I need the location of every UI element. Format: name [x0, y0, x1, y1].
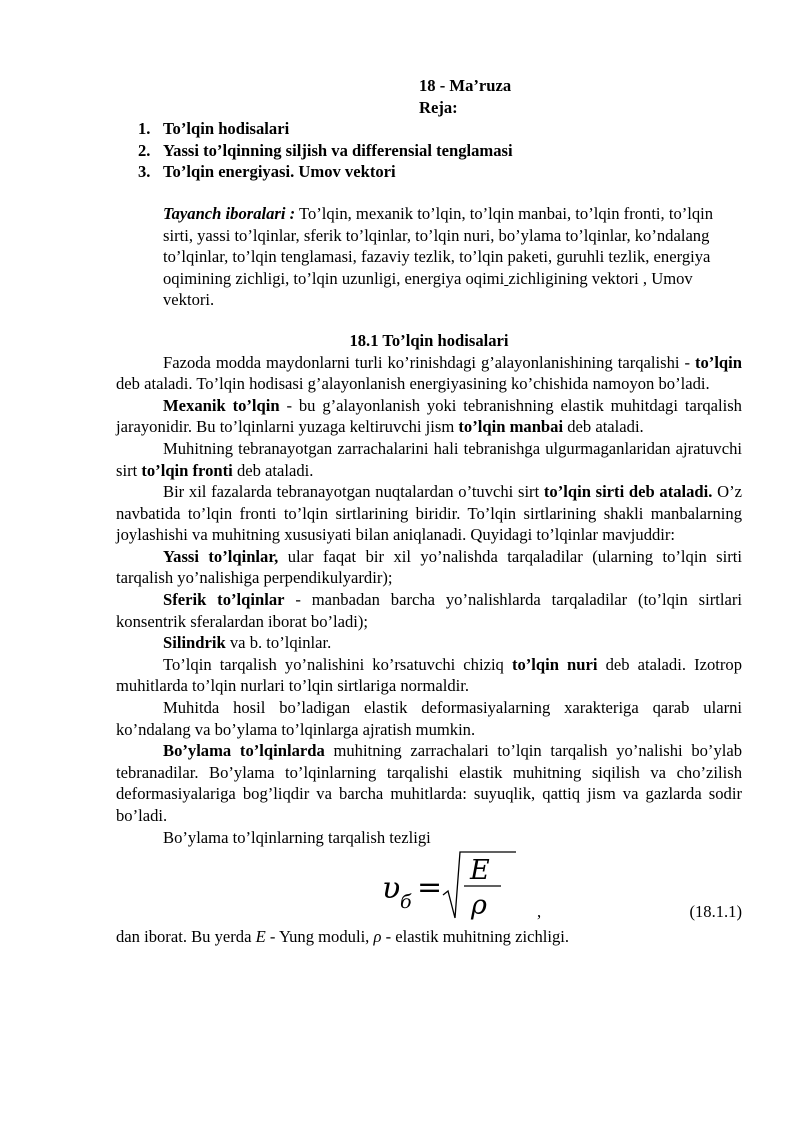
section-title: 18.1 To’lqin hodisalari — [349, 330, 509, 350]
formula-lhs: υ — [382, 871, 401, 907]
paragraph-wave-definition — [116, 352, 742, 395]
paragraph-cylindrical-waves — [116, 632, 742, 654]
plan-list — [116, 118, 742, 183]
paragraph-longitudinal-waves — [116, 740, 742, 826]
text: deb ataladi. To’lqin hodisasi g’alayonlanish energiyasining ko’chishida namoyon bo’ladi. — [116, 374, 710, 394]
plan-item-text: To’lqin energiyasi. Umov vektori — [163, 162, 396, 182]
paragraph-wave-front — [116, 438, 742, 481]
term-wave-front: to’lqin fronti — [141, 460, 233, 480]
paragraph-wave-surface — [116, 481, 742, 546]
paragraph-formula-explanation — [116, 926, 742, 948]
term-mechanical-wave: Mexanik to’lqin — [163, 395, 280, 415]
paragraph-speed-intro: Bo’ylama to’lqinlarning tarqalish tezligi — [163, 827, 431, 847]
paragraph-plane-waves — [116, 546, 742, 589]
symbol-E: E — [255, 927, 266, 947]
formula-numerator: E — [470, 855, 490, 887]
paragraph-spherical-waves — [116, 589, 742, 632]
plan-item — [116, 140, 742, 162]
lecture-title: 18 - Ma’ruza — [419, 76, 512, 95]
formula-row — [116, 848, 742, 926]
text: muhitning zarrachalari to’lqin tarqalish yo’nalishi bo’ylab tebranadilar. Bo’ylama to’lqinlarning tarqalishi elastik muhitning siqilish va cho’zilish deformasiyalariga bog’liqdir va barcha muhitlarda: suyuqlik, qattiq jism va gazlarda sodir bo’ladi. — [116, 741, 743, 825]
plan-item-text: To’lqin hodisalari — [163, 119, 290, 139]
term-wave-source: to’lqin manbai — [458, 417, 564, 437]
keywords-block — [163, 203, 743, 311]
plan-item — [116, 161, 742, 183]
speed-formula — [380, 848, 520, 924]
text: - Yung moduli, — [265, 927, 374, 947]
plan-item-number: 2. — [138, 140, 151, 160]
plan-item-number: 3. — [138, 162, 151, 182]
keywords-label: Tayanch iboralari : — [163, 203, 296, 223]
term-spherical-waves: Sferik to’lqinlar — [163, 590, 285, 610]
text: O’z navbatida to’lqin fronti to’lqin sirtlarining biridir. To’lqin sirtlarining shakli manbalarning joylashishi va muhitning xususiyati bilan aniqlanadi. Quyidagi to’lqinlar mavjuddir: — [116, 482, 742, 545]
text: deb ataladi. — [563, 417, 644, 437]
text: deb ataladi. Izotrop muhitlarda to’lqin nurlari to’lqin sirtlariga normaldir. — [116, 654, 742, 696]
term-plane-waves: Yassi to’lqinlar, — [163, 546, 279, 566]
text: ular faqat bir xil yo’nalishda tarqaladilar (ularning to’lqin sirti tarqalish yo’nalishiga perpendikulyardir); — [116, 546, 742, 588]
plan-label: Reja: — [419, 97, 458, 117]
formula-equals: = — [417, 870, 443, 906]
plan-item-text: Yassi to’lqinning siljish va differensial tenglamasi — [163, 140, 513, 160]
text: - manbadan barcha yo’nalishlarda tarqaladilar (to’lqin sirtlari konsentrik sferalardan iborat bo’ladi); — [116, 590, 742, 631]
text: Muhitning tebranayotgan zarrachalarini hali tebranishga ulgurmaganlaridan ajratuvchi sirt — [116, 438, 742, 480]
term-longitudinal-waves: Bo’ylama to’lqinlarda — [163, 741, 325, 761]
text: - bu g’alayonlanish yoki tebranishning elastik muhitdagi tarqalish jarayonidir. Bu to’lqinlarni yuzaga keltiruvchi jism — [116, 395, 742, 437]
formula-denominator: ρ — [471, 890, 487, 922]
text: Bir xil fazalarda tebranayotgan nuqtalardan o’tuvchi sirt — [163, 482, 544, 502]
term-wave-ray: to’lqin nuri — [511, 654, 598, 674]
text: - elastik muhitning zichligi. — [381, 927, 570, 947]
paragraph-mechanical-wave — [116, 395, 742, 438]
document-page — [116, 75, 742, 948]
equation-number: (18.1.1) — [689, 902, 742, 922]
term-cylindrical: Silindrik — [163, 633, 226, 653]
formula-lhs-subscript: б — [400, 891, 412, 914]
plan-item — [116, 118, 742, 140]
text: To’lqin tarqalish yo’nalishini ko’rsatuvchi chiziq — [163, 654, 512, 674]
text: va b. to’lqinlar. — [225, 633, 332, 653]
paragraph-wave-ray — [116, 654, 742, 697]
symbol-rho: ρ — [373, 927, 382, 947]
text: deb ataladi. — [232, 460, 314, 480]
term-wave: to’lqin — [694, 352, 742, 372]
plan-item-number: 1. — [138, 119, 151, 139]
term-wave-surface: to’lqin sirti deb ataladi. — [543, 482, 713, 502]
text: Fazoda modda maydonlarni turli ko’rinishdagi g’alayonlanishining tarqalishi - — [163, 352, 695, 372]
paragraph-deformations: Muhitda hosil bo’ladigan elastik deformasiyalarning xarakteriga qarab ularni ko’ndalang va bo’ylama to’lqinlarga ajratish mumkin. — [116, 698, 742, 739]
formula-comma: , — [537, 902, 542, 922]
keywords-text: To’lqin, mexanik to’lqin, to’lqin manbai, to’lqin fronti, to’lqin sirti, yassi to’lqinlar, sferik to’lqinlar, to’lqin nuri, bo’ylama to’lqinlar, ko’ndalang to’lqinlar, to’lqin tenglamasi, fazaviy tezlik, to’lqin paketi, guruhli tezlik, energiya oqimining zichligi, to’lqin uzunligi, energiya oqimi — [163, 203, 714, 288]
keywords-text-end: zichligining vektori , Umov vektori. — [163, 268, 693, 310]
text: dan iborat. Bu yerda — [116, 927, 256, 947]
